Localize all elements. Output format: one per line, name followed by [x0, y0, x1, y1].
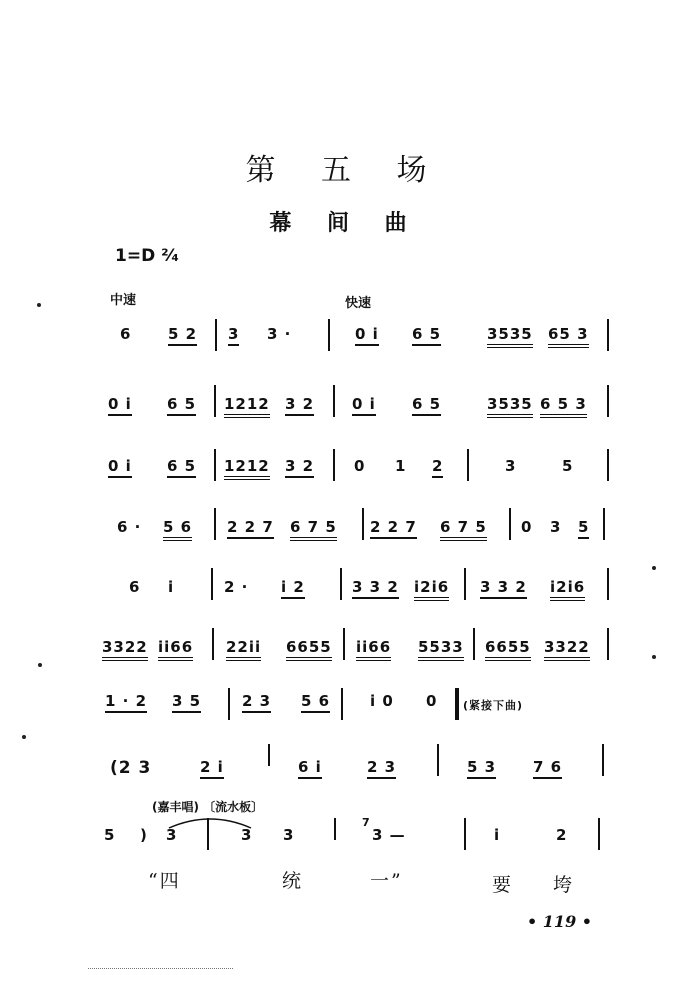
bar-line	[607, 385, 609, 417]
note: 0	[426, 692, 438, 710]
note-group: i2i6	[414, 578, 449, 601]
note: 1	[395, 457, 407, 475]
score-row-7	[0, 692, 690, 732]
lyric-word: 垮	[553, 874, 575, 896]
note-group: 6 5	[412, 325, 441, 346]
bar-line	[215, 319, 217, 351]
score-row-9	[0, 816, 690, 866]
note-group: 5 6	[301, 692, 330, 713]
bar-line	[211, 568, 213, 600]
note: 5	[562, 457, 574, 475]
scan-speck	[38, 663, 42, 667]
note-group: 1 · 2	[105, 692, 147, 713]
note-group: i2i6	[550, 578, 585, 601]
bar-line	[607, 319, 609, 351]
bar-line	[473, 628, 475, 660]
bar-line	[328, 319, 330, 351]
bar-line	[228, 688, 230, 720]
note-group: 5533	[418, 638, 464, 661]
note-group: 5 2	[168, 325, 197, 346]
bar-line	[603, 508, 605, 540]
note-group: 3322	[544, 638, 590, 661]
note-group: 1212	[224, 457, 270, 480]
final-bar-line	[455, 688, 459, 720]
lyric-word: “四	[148, 870, 181, 892]
note-group: 3535	[487, 325, 533, 348]
note-group: 0 i	[352, 395, 376, 416]
note: 2	[556, 826, 568, 844]
note: 3	[550, 518, 562, 536]
note-group: 0 i	[108, 457, 132, 478]
note-group: 2 2 7	[227, 518, 274, 539]
note-group: 6 5 3	[540, 395, 587, 418]
performance-annotation: (嘉丰唱) 〔流水板〕	[152, 800, 264, 814]
bar-line	[212, 628, 214, 660]
note-group: 6 5	[167, 457, 196, 478]
bar-line	[464, 818, 466, 850]
note-group: 3 —	[372, 826, 406, 844]
note: 5	[578, 518, 589, 539]
bar-line	[607, 568, 609, 600]
score-row-1	[0, 325, 690, 365]
bar-line	[340, 568, 342, 600]
continuation-note: (紧接下曲)	[463, 699, 524, 712]
note-group: 2 i	[200, 758, 224, 779]
lyric-word: 统	[282, 870, 304, 892]
note-group: 3 5	[172, 692, 201, 713]
note-group: 6 i	[298, 758, 322, 779]
bar-line	[607, 449, 609, 481]
note-group: i 2	[281, 578, 305, 599]
note-group: 6 7 5	[290, 518, 337, 541]
tempo-moderate: 中速	[110, 293, 137, 308]
note-group: 6 5	[412, 395, 441, 416]
bar-line	[207, 818, 209, 850]
page-number: • 119 •	[527, 912, 592, 931]
bar-line	[343, 628, 345, 660]
page-title: 第 五 场	[245, 153, 445, 188]
bar-line	[598, 818, 600, 850]
note: 3	[166, 826, 178, 844]
scan-speck	[22, 735, 26, 739]
note: 3	[505, 457, 517, 475]
note-group: 65 3	[548, 325, 589, 348]
note-group: ii66	[356, 638, 391, 661]
note-group: 3 2	[285, 457, 314, 478]
bar-line	[341, 688, 343, 720]
paren: )	[140, 826, 148, 844]
note-group: i 0	[370, 692, 394, 710]
note: 0	[354, 457, 366, 475]
score-row-2	[0, 395, 690, 435]
note-group: 3 2	[285, 395, 314, 416]
note-group: 6655	[485, 638, 531, 661]
bar-line	[607, 628, 609, 660]
lyric-word: 要	[492, 874, 514, 896]
note-group: 3	[228, 325, 239, 346]
note-group: 2 ·	[224, 578, 249, 596]
note-group: ii66	[158, 638, 193, 661]
note-group: 3 3 2	[480, 578, 527, 599]
note: 5	[104, 826, 116, 844]
bar-line	[602, 744, 604, 776]
score-row-6	[0, 638, 690, 678]
scan-speck	[652, 655, 656, 659]
bar-line	[333, 449, 335, 481]
bar-line	[362, 508, 364, 540]
note-group: 6655	[286, 638, 332, 661]
score-row-8	[0, 758, 690, 798]
note-group: 3322	[102, 638, 148, 661]
note-group: 3 ·	[267, 325, 292, 343]
section-subtitle: 幕 间 曲	[269, 211, 421, 236]
note-group: 6 ·	[117, 518, 142, 536]
note: 2	[432, 457, 443, 478]
note-group: 1212	[224, 395, 270, 418]
note-group: 3 3 2	[352, 578, 399, 599]
note-group: 22ii	[226, 638, 261, 661]
bar-line	[437, 744, 439, 776]
note-group: 5 6	[163, 518, 192, 541]
note-group: 6 7 5	[440, 518, 487, 541]
score-row-4	[0, 518, 690, 558]
note-group: 6 5	[167, 395, 196, 416]
note-group: 2 2 7	[370, 518, 417, 539]
grace-note: 7	[362, 816, 371, 829]
note-group: 0 i	[108, 395, 132, 416]
note: 6	[129, 578, 141, 596]
note-group: 5 3	[467, 758, 496, 779]
note-group: 0 i	[355, 325, 379, 346]
note: i	[494, 826, 501, 844]
note-group: 7 6	[533, 758, 562, 779]
note-group: 3535	[487, 395, 533, 418]
bar-line	[467, 449, 469, 481]
bar-line	[214, 385, 216, 417]
note: 3	[241, 826, 253, 844]
bar-line	[464, 568, 466, 600]
key-signature: 1=D ²⁄₄	[115, 246, 179, 266]
note-group: 2 3	[367, 758, 396, 779]
scan-speck	[652, 566, 656, 570]
note: 0	[521, 518, 533, 536]
bar-line	[333, 385, 335, 417]
tempo-fast: 快速	[345, 296, 372, 311]
note-group: 6	[120, 325, 132, 343]
score-row-5	[0, 578, 690, 618]
bar-line	[214, 449, 216, 481]
note: i	[168, 578, 175, 596]
note-group: (2 3	[110, 758, 152, 778]
bar-line	[334, 818, 336, 840]
scan-speck	[37, 303, 41, 307]
bar-line	[268, 744, 270, 766]
note-group: 2 3	[242, 692, 271, 713]
bar-line	[509, 508, 511, 540]
bar-line	[214, 508, 216, 540]
score-row-3	[0, 457, 690, 497]
note: 3	[283, 826, 295, 844]
scan-edge-mark	[88, 968, 233, 969]
lyric-word: 一”	[370, 870, 403, 892]
